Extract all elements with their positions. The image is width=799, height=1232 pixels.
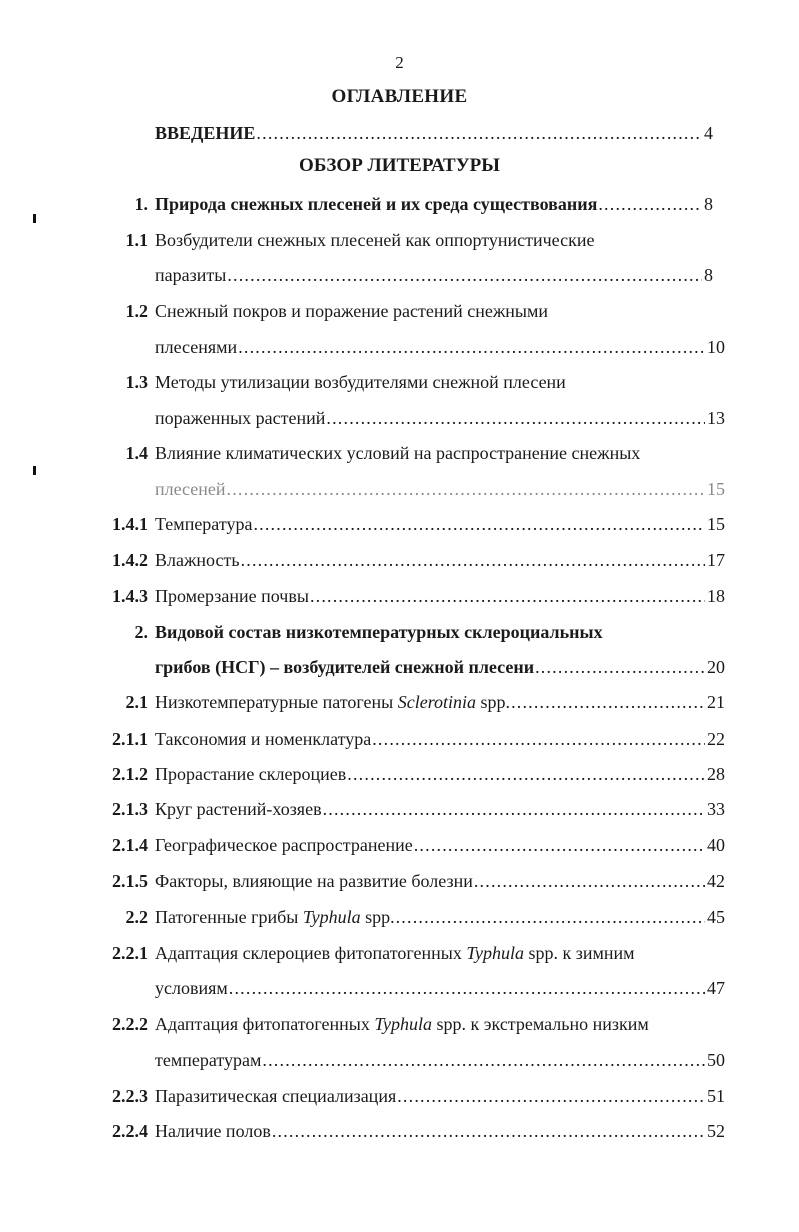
toc-entry: [155, 762, 725, 786]
toc-entry-text: паразиты: [155, 265, 227, 285]
toc-entry: [155, 690, 725, 714]
toc-entry: [155, 512, 725, 536]
leader-dots: [372, 727, 705, 751]
leader-dots: [272, 1119, 705, 1143]
toc-entry-number: 1.4.2: [112, 550, 148, 570]
toc-entry-text: Природа снежных плесеней и их среда существования: [155, 194, 598, 214]
toc-entry-number: 2.1.1: [112, 729, 148, 749]
toc-entry-number: 1.4.1: [112, 514, 148, 534]
toc-entry-page: 21: [707, 692, 725, 712]
toc-entry-number: 2.2.2: [112, 1014, 148, 1034]
toc-entry-number: 1.3: [125, 372, 148, 392]
toc-entry: [155, 192, 713, 216]
toc-entry-number: 2.: [134, 622, 148, 642]
toc-entry-page: 8: [704, 265, 713, 285]
toc-entry: [155, 869, 725, 893]
toc-intro-page: 4: [704, 123, 713, 143]
toc-entry-text: Географическое распространение: [155, 835, 413, 855]
leader-dots: [229, 976, 705, 1000]
page-title: ОГЛАВЛЕНИЕ: [331, 86, 468, 107]
toc-entry-continuation: [155, 335, 725, 359]
toc-entry-page: 45: [707, 907, 725, 927]
leader-dots: [347, 762, 705, 786]
toc-entry-page: 15: [707, 514, 725, 534]
toc-entry-text: Возбудители снежных плесеней как оппортунистические: [155, 230, 595, 250]
toc-entry-page: 42: [707, 871, 725, 891]
leader-dots: [511, 690, 705, 714]
binding-mark: [33, 466, 36, 475]
toc-entry-number: 1.4.3: [112, 586, 148, 606]
toc-entry-page: 51: [707, 1086, 725, 1106]
toc-entry-text: плесенями: [155, 337, 238, 357]
toc-entry-page: 40: [707, 835, 725, 855]
toc-entry-page: 13: [707, 408, 725, 428]
toc-entry: [155, 833, 725, 857]
leader-dots: [414, 833, 705, 857]
toc-entry-number: 2.2.4: [112, 1121, 148, 1141]
toc-entry: [155, 548, 725, 572]
toc-entry-page: 8: [704, 194, 713, 214]
leader-dots: [397, 1084, 705, 1108]
leader-dots: [598, 192, 702, 216]
toc-entry-text: Низкотемпературные патогены Sclerotinia spp.: [155, 692, 511, 712]
toc-entry-number: 2.1.2: [112, 764, 148, 784]
toc-entry-page: 15: [707, 479, 725, 499]
leader-dots: [227, 477, 705, 501]
toc-entry-number: 1.1: [125, 230, 148, 250]
toc-entry-text: Круг растений-хозяев: [155, 799, 322, 819]
leader-dots: [323, 797, 705, 821]
toc-entry-page: 20: [707, 657, 725, 677]
toc-entry-text: Патогенные грибы Typhula spp.: [155, 907, 395, 927]
toc-entry-page: 18: [707, 586, 725, 606]
toc-entry-page: 47: [707, 978, 725, 998]
toc-entry: [155, 584, 725, 608]
toc-entry: [155, 228, 594, 252]
section-title: ОБЗОР ЛИТЕРАТУРЫ: [299, 155, 500, 176]
toc-entry-number: 1.2: [125, 301, 148, 321]
toc-entry-text: Температура: [155, 514, 253, 534]
toc-entry-page: 28: [707, 764, 725, 784]
toc-entry-text: Промерзание почвы: [155, 586, 309, 606]
toc-entry-number: 2.1.4: [112, 835, 148, 855]
leader-dots: [227, 263, 702, 287]
toc-entry: [155, 1084, 725, 1108]
toc-entry-text: Адаптация склероциев фитопатогенных Typhula spp. к зимним: [155, 943, 635, 963]
toc-entry: [155, 370, 566, 394]
toc-intro: [155, 121, 713, 145]
toc-entry-continuation: [155, 976, 725, 1000]
toc-entry-text: Видовой состав низкотемпературных склероциальных: [155, 622, 603, 642]
leader-dots: [535, 655, 705, 679]
toc-entry-continuation: [155, 477, 725, 501]
toc-entry-text: Факторы, влияющие на развитие болезни: [155, 871, 473, 891]
toc-entry: [155, 441, 640, 465]
leader-dots: [474, 869, 705, 893]
toc-entry-page: 17: [707, 550, 725, 570]
toc-entry-number: 2.2: [125, 907, 148, 927]
toc-entry: [155, 1012, 649, 1036]
leader-dots: [256, 121, 702, 145]
leader-dots: [396, 905, 705, 929]
toc-entry: [155, 1119, 725, 1143]
toc-entry-page: 33: [707, 799, 725, 819]
toc-entry: [155, 620, 603, 644]
toc-entry-text: Методы утилизации возбудителями снежной плесени: [155, 372, 566, 392]
toc-entry: [155, 727, 725, 751]
toc-entry-continuation: [155, 1048, 725, 1072]
toc-entry-number: 2.2.1: [112, 943, 148, 963]
toc-entry-page: 10: [707, 337, 725, 357]
toc-entry: [155, 299, 548, 323]
leader-dots: [326, 406, 705, 430]
leader-dots: [241, 548, 705, 572]
leader-dots: [253, 512, 705, 536]
toc-entry: [155, 797, 725, 821]
toc-entry-text: Прорастание склероциев: [155, 764, 347, 784]
toc-entry-text: Снежный покров и поражение растений снежными: [155, 301, 549, 321]
toc-entry-number: 1.: [134, 194, 148, 214]
toc-entry-text: температурам: [155, 1050, 262, 1070]
binding-mark: [33, 214, 36, 223]
toc-entry-number: 2.1.5: [112, 871, 148, 891]
toc-entry-text: Таксономия и номенклатура: [155, 729, 372, 749]
toc-entry-text: плесеней: [155, 479, 226, 499]
toc-entry-text: грибов (НСГ) – возбудителей снежной плесени: [155, 657, 535, 677]
toc-entry-number: 1.4: [125, 443, 148, 463]
toc-entry-text: Наличие полов: [155, 1121, 271, 1141]
leader-dots: [310, 584, 705, 608]
toc-entry-text: Паразитическая специализация: [155, 1086, 397, 1106]
toc-entry-text: условиям: [155, 978, 228, 998]
toc-entry-page: 52: [707, 1121, 725, 1141]
toc-entry-page: 22: [707, 729, 725, 749]
toc-entry-page: 50: [707, 1050, 725, 1070]
leader-dots: [238, 335, 705, 359]
toc-entry: [155, 905, 725, 929]
toc-entry-text: Адаптация фитопатогенных Typhula spp. к экстремально низким: [155, 1014, 649, 1034]
page-number: 2: [395, 53, 404, 72]
toc-entry-text: Влияние климатических условий на распространение снежных: [155, 443, 641, 463]
toc-intro-label: ВВЕДЕНИЕ: [155, 123, 256, 143]
toc-entry-continuation: [155, 263, 713, 287]
toc-entry-number: 2.1: [125, 692, 148, 712]
toc-entry: [155, 941, 635, 965]
toc-entry-text: Влажность: [155, 550, 240, 570]
leader-dots: [262, 1048, 705, 1072]
toc-entry-text: пораженных растений: [155, 408, 326, 428]
toc-entry-number: 2.1.3: [112, 799, 148, 819]
toc-entry-number: 2.2.3: [112, 1086, 148, 1106]
toc-entry-continuation: [155, 406, 725, 430]
toc-entry-continuation: [155, 655, 725, 679]
